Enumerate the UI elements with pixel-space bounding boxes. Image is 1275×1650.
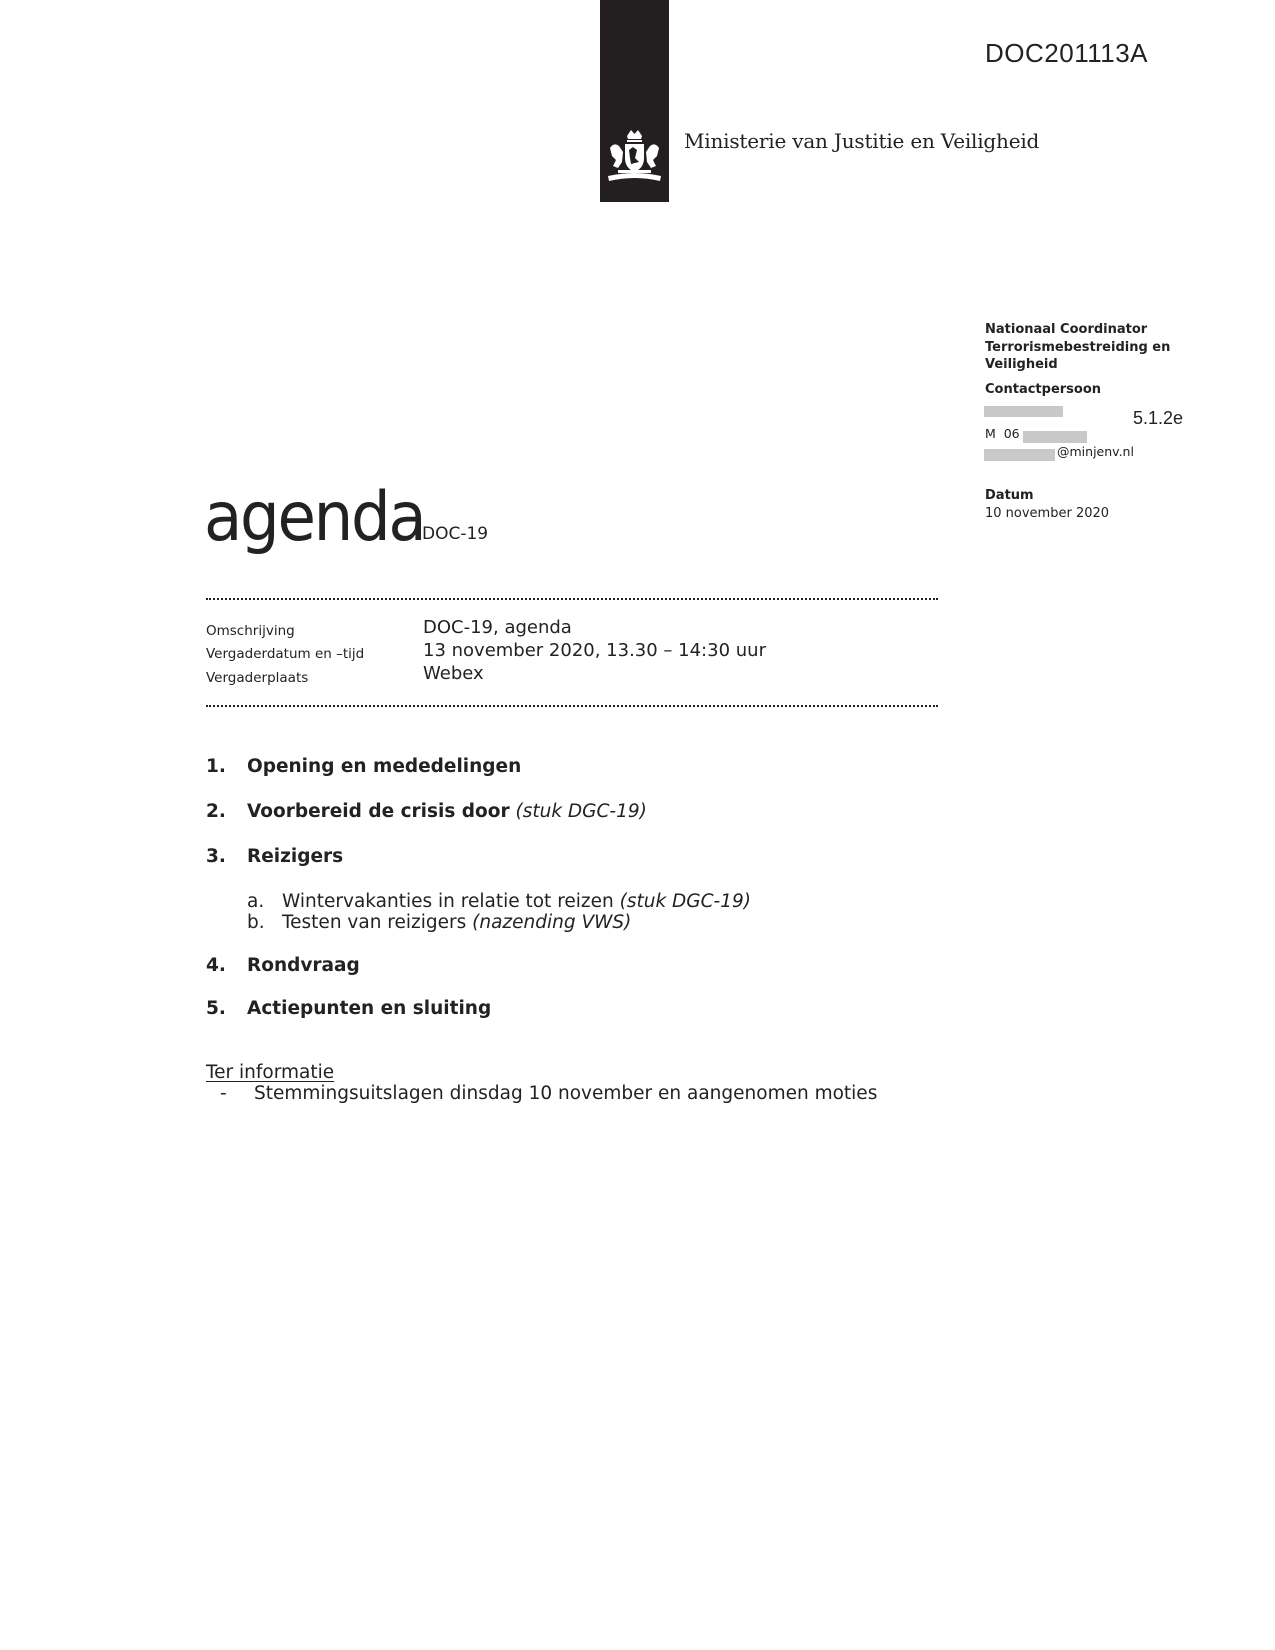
- agenda-item: [247, 955, 360, 976]
- agenda-subitem: [282, 912, 631, 933]
- agenda-subitem-note: (nazending VWS): [472, 912, 632, 933]
- sender-organisation: Nationaal Coordinator Terrorismebestreiding en Veiligheid: [985, 322, 1171, 372]
- redacted-phone: [1023, 431, 1087, 443]
- agenda-item: [247, 756, 521, 777]
- info-item: Stemmingsuitslagen dinsdag 10 november en aangenomen moties: [254, 1083, 878, 1104]
- agenda-item-title: Opening en mededelingen: [247, 756, 522, 777]
- agenda-item-title: Voorbereid de crisis door: [247, 801, 510, 822]
- meta-value-location: Webex: [423, 663, 484, 684]
- agenda-subitem-text: Wintervakanties in relatie tot reizen: [282, 891, 614, 912]
- contact-label: Contactpersoon: [985, 382, 1102, 397]
- meta-label-description: Omschrijving: [206, 623, 295, 639]
- dutch-coat-of-arms-icon: [604, 128, 665, 188]
- agenda-item-number: 5.: [206, 998, 226, 1019]
- meta-label-location: Vergaderplaats: [206, 670, 309, 686]
- agenda-subitem-letter: a.: [247, 891, 265, 912]
- agenda-subitem: [282, 891, 751, 912]
- info-bullet: -: [220, 1083, 227, 1104]
- document-title: agenda: [204, 478, 425, 557]
- meta-value-datetime: 13 november 2020, 13.30 – 14:30 uur: [423, 640, 766, 661]
- email-suffix: @minjenv.nl: [1057, 444, 1134, 459]
- ministry-name: Ministerie van Justitie en Veiligheid: [684, 129, 1040, 153]
- agenda-item: [247, 846, 343, 867]
- agenda-item-number: 1.: [206, 756, 226, 777]
- redacted-email: [984, 449, 1055, 461]
- agenda-item-number: 3.: [206, 846, 226, 867]
- date-value: 10 november 2020: [985, 506, 1110, 521]
- dotted-divider-top: [206, 598, 938, 600]
- agenda-item-title: Reizigers: [247, 846, 344, 867]
- document-code: DOC201113A: [985, 38, 1149, 68]
- redacted-name: [984, 406, 1063, 417]
- agenda-item-number: 4.: [206, 955, 226, 976]
- agenda-item: [247, 801, 647, 822]
- agenda-item-title: Rondvraag: [247, 955, 360, 976]
- agenda-item-title: Actiepunten en sluiting: [247, 998, 492, 1019]
- document-subtitle: DOC-19: [422, 524, 489, 544]
- agenda-subitem-note: (stuk DGC-19): [619, 891, 751, 912]
- agenda-item-number: 2.: [206, 801, 226, 822]
- meta-label-datetime: Vergaderdatum en –tijd: [206, 646, 365, 662]
- agenda-subitem-letter: b.: [247, 912, 265, 933]
- agenda-subitem-text: Testen van reizigers: [282, 912, 467, 933]
- date-label: Datum: [985, 488, 1034, 503]
- redaction-code: 5.1.2e: [1133, 408, 1184, 428]
- agenda-item: [247, 998, 491, 1019]
- dotted-divider-bottom: [206, 705, 938, 707]
- phone-prefix: M 06: [985, 426, 1020, 441]
- info-heading: Ter informatie: [206, 1062, 335, 1083]
- meta-value-description: DOC-19, agenda: [423, 617, 572, 638]
- agenda-item-note: (stuk DGC-19): [515, 801, 647, 822]
